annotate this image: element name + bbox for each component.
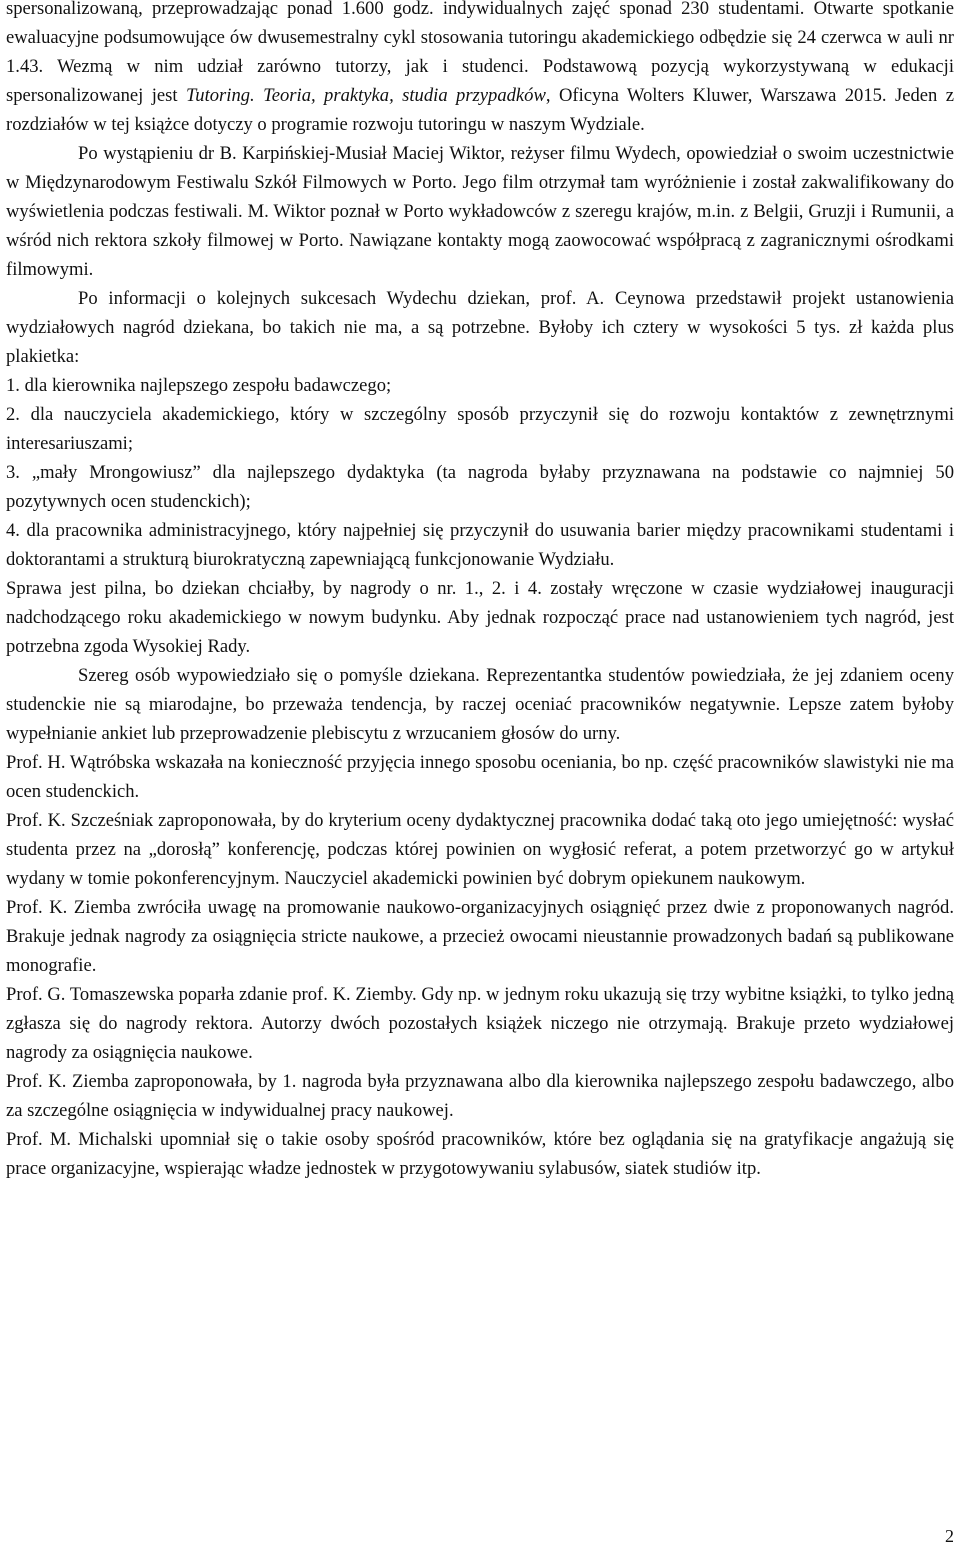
paragraph-ziemba-1: Prof. K. Ziemba zwróciła uwagę na promowanie naukowo-organizacyjnych osiągnięć przez dwie z proponowanych nagród. Brakuje jednak nagrody za osiągnięcia stricte naukowe, a przecież owocami nieustannie prowadzonych badań są publikowane monografie. — [6, 897, 954, 976]
paragraph-tutoring — [6, 0, 954, 139]
paragraph-discussion: Szereg osób wypowiedziało się o pomyśle dziekana. Reprezentantka studentów powiedziała, że jej zdaniem oceny studenckie nie są miarodajne, bo przeważa tendencja, by raczej oceniać pracowników negatywnie. Lepsze zatem byłoby wypełnianie ankiet lub przeprowadzenie plebiscytu z wrzucaniem głosów do urny. — [6, 665, 954, 744]
paragraph-szczesniak: Prof. K. Szcześniak zaproponowała, by do kryterium oceny dydaktycznej pracownika dodać taką oto jego umiejętność: wysłać studenta przez na „dorosłą” konferencję, podczas której powinien on wygłosić referat, a potem przetworzyć go w artykuł wydany w tomie pokonferencyjnym. Nauczyciel akademicki powinien być dobrym opiekunem naukowym. — [6, 810, 954, 889]
list-item-award-4: 4. dla pracownika administracyjnego, który najpełniej się przyczynił do usuwania barier między pracownikami studentami i doktorantami a strukturą biurokratyczną zapewniającą funkcjonowanie Wydziału. — [6, 520, 954, 570]
paragraph-tomaszewska: Prof. G. Tomaszewska poparła zdanie prof. K. Ziemby. Gdy np. w jednym roku ukazują się trzy wybitne książki, to tylko jedną zgłasza się do nagrody rektora. Autorzy dwóch pozostałych książek niczego nie otrzymają. Brakuje przeto wydziałowej nagrody za osiągnięcia naukowe. — [6, 984, 954, 1063]
paragraph-film-festival: Po wystąpieniu dr B. Karpińskiej-Musiał Maciej Wiktor, reżyser filmu Wydech, opowiedział o swoim uczestnictwie w Międzynarodowym Festiwalu Szkół Filmowych w Porto. Jego film otrzymał tam wyróżnienie i został zakwalifikowany do wyświetlenia podczas festiwali. M. Wiktor poznał w Porto wykładowców z szeregu krajów, m.in. z Belgii, Gruzji i Rumunii, a wśród nich rektora szkoły filmowej w Porto. Nawiązane kontakty mogą zaowocować współpracą z zagranicznymi ośrodkami filmowymi. — [6, 143, 954, 280]
page-number: 2 — [945, 1526, 954, 1546]
paragraph-urgency: Sprawa jest pilna, bo dziekan chciałby, by nagrody o nr. 1., 2. i 4. zostały wręczone w czasie wydziałowej inauguracji nadchodzącego roku akademickiego w nowym budynku. Aby jednak rozpocząć prace nad ustanowieniem tych nagród, jest potrzebna zgoda Wysokiej Rady. — [6, 578, 954, 657]
paragraph-michalski: Prof. M. Michalski upomniał się o takie osoby spośród pracowników, które bez oglądania się na gratyfikacje angażują się prace organizacyjne, wspierając władze jednostek w przygotowywaniu sylabusów, siatek studiów itp. — [6, 1129, 954, 1179]
list-item-award-3: 3. „mały Mrongowiusz” dla najlepszego dydaktyka (ta nagroda byłaby przyznawana na podstawie co najmniej 50 pozytywnych ocen studenckich); — [6, 462, 954, 512]
book-title: Tutoring. Teoria, praktyka, studia przypadków — [185, 85, 546, 106]
paragraph-dean-awards: Po informacji o kolejnych sukcesach Wydechu dziekan, prof. A. Ceynowa przedstawił projekt ustanowienia wydziałowych nagród dziekana, bo takich nie ma, a są potrzebne. Byłoby ich cztery w wysokości 5 tys. zł każda plus plakietka: — [6, 288, 954, 367]
list-item-award-2: 2. dla nauczyciela akademickiego, który w szczególny sposób przyczynił się do rozwoju kontaktów z zewnętrznymi interesariuszami; — [6, 404, 954, 454]
document-body — [6, 0, 954, 1183]
list-item-award-1: 1. dla kierownika najlepszego zespołu badawczego; — [6, 375, 392, 396]
paragraph-watrobska: Prof. H. Wątróbska wskazała na konieczność przyjęcia innego sposobu oceniania, bo np. część pracowników slawistyki nie ma ocen studenckich. — [6, 752, 954, 802]
paragraph-tutoring-text-b: , Oficyna Wolters Kluwer, Warszawa 2015. Jeden z rozdziałów w tej książce dotyczy o programie rozwoju tutoringu w naszym Wydziale. — [6, 85, 954, 135]
paragraph-ziemba-2: Prof. K. Ziemba zaproponowała, by 1. nagroda była przyznawana albo dla kierownika najlepszego zespołu badawczego, albo za szczególne osiągnięcia w indywidualnej pracy naukowej. — [6, 1071, 954, 1121]
paragraph-tutoring-text-a: spersonalizowaną, przeprowadzając ponad 1.600 godz. indywidualnych zajęć sponad 230 studentami. Otwarte spotkanie ewaluacyjne podsumowujące ów dwusemestralny cykl stosowania tutoringu akademickiego odbędzie się 24 czerwca w auli nr 1.43. Wezmą w nim udział zarówno tutorzy, jak i studenci. Podstawową pozycją wykorzystywaną w edukacji spersonalizowanej jest — [6, 0, 954, 106]
